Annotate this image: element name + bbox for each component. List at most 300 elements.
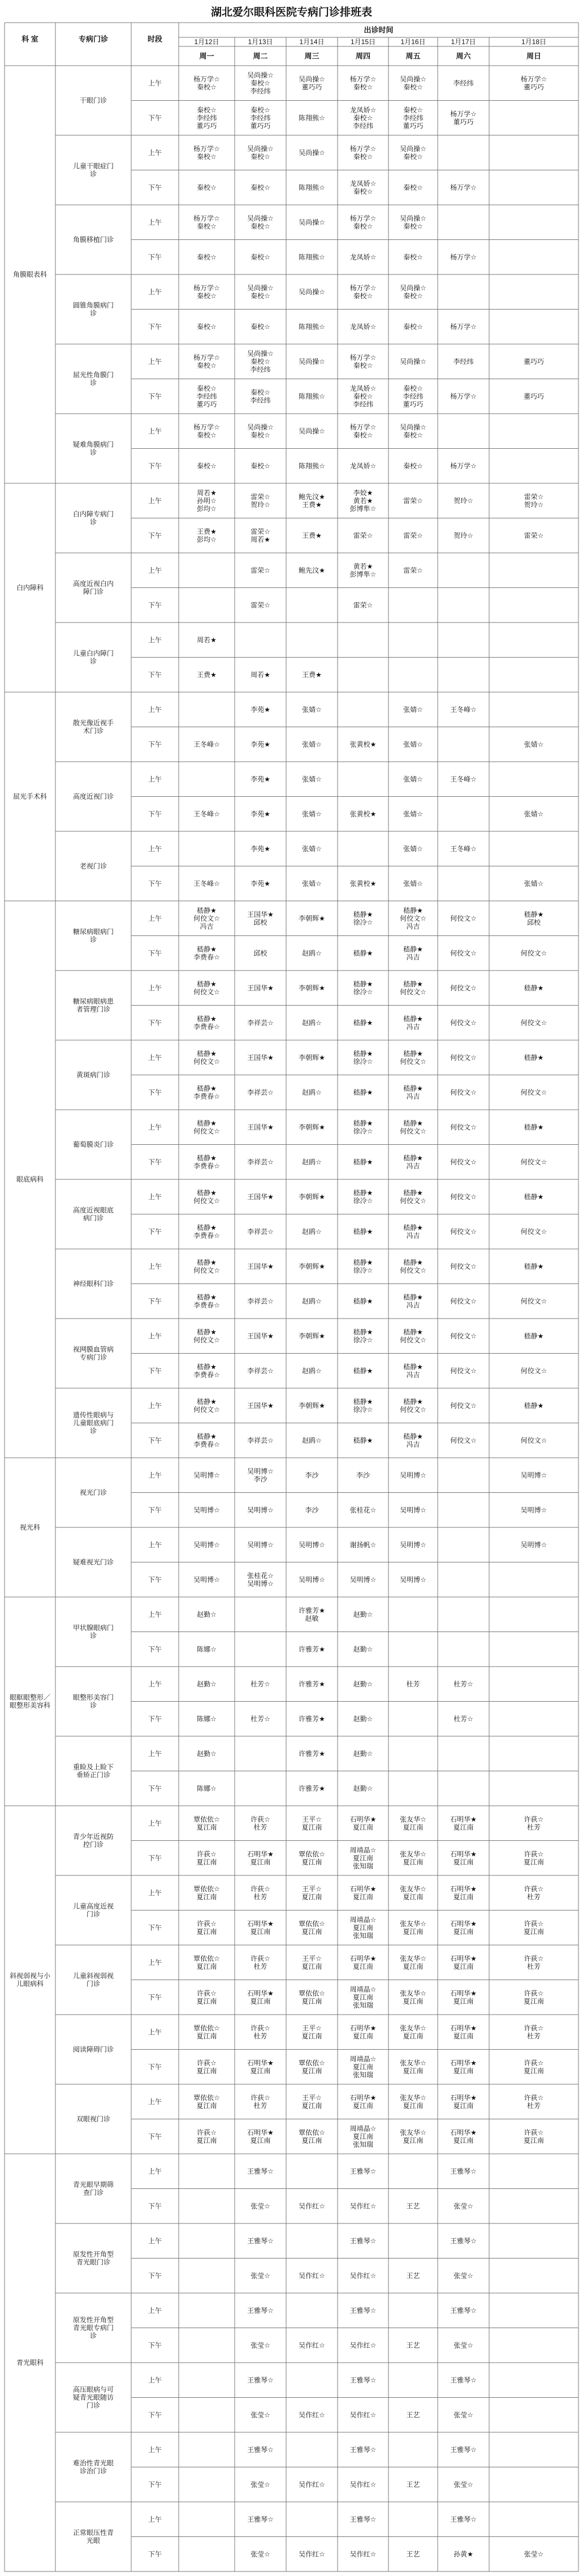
- doctor-name: 周靖晶☆: [349, 1916, 377, 1924]
- doctor-name: 嵇静★: [353, 1297, 373, 1306]
- doctor-name: 何佼文☆: [400, 914, 426, 922]
- doctor-name: 杨万学☆: [349, 353, 377, 362]
- doctor-name: 石明华★: [450, 2128, 477, 2137]
- doctor-name: 王雅琴☆: [349, 2515, 377, 2523]
- doctor-name: 彭博隼☆: [349, 504, 377, 513]
- doctor-name: 吴明博☆: [193, 1575, 220, 1584]
- doctor-name: 周靖晶☆: [349, 2124, 377, 2133]
- doctor-name: 王雅琴☆: [247, 2376, 274, 2384]
- doctor-name: 龙凤娇☆: [349, 106, 377, 114]
- doctor-name: 杜芳: [253, 1823, 267, 1831]
- doctor-name: 张婧☆: [524, 879, 544, 888]
- doctor-name: 夏江南: [196, 1997, 217, 2006]
- doctor-name: 何佼文☆: [450, 1192, 477, 1201]
- doctor-name: 邱校: [253, 918, 267, 926]
- doctor-name: 吴明博☆: [400, 1471, 426, 1479]
- clinic-name: 青光眼门诊: [76, 2258, 111, 2266]
- clinic-name: 散光像近视手: [72, 719, 114, 727]
- doctor-name: 王艺: [406, 2202, 420, 2210]
- doctor-name: 张知瑞: [352, 2140, 374, 2149]
- clinic-name: 诊: [89, 1701, 97, 1710]
- doctor-name: 张知瑞: [352, 1862, 374, 1870]
- doctor-name: 张婧☆: [403, 810, 423, 818]
- doctor-name: 李朝辉★: [299, 914, 325, 922]
- doctor-name: 秦校☆: [197, 462, 217, 470]
- header-weekday: 周四: [355, 51, 371, 61]
- doctor-name: 嵇静★: [197, 1015, 217, 1023]
- doctor-name: 许荻☆: [251, 2093, 270, 2102]
- doctor-name: 秦校☆: [403, 106, 423, 114]
- doctor-name: 何佼文☆: [450, 1436, 477, 1445]
- doctor-name: 吴尚操☆: [299, 357, 325, 366]
- doctor-name: 周若★: [251, 671, 270, 679]
- doctor-name: 杜芳: [406, 1680, 420, 1688]
- doctor-name: 杨万学☆: [450, 392, 477, 401]
- header-date: 1月12日: [194, 38, 219, 46]
- doctor-name: 王雅琴☆: [450, 2376, 477, 2384]
- period-label: 下午: [148, 810, 162, 818]
- doctor-name: 秦校☆: [403, 183, 423, 192]
- doctor-name: 嵇静★: [197, 1188, 217, 1197]
- doctor-name: 嵇静★: [403, 1328, 423, 1336]
- doctor-name: 李经纬: [453, 357, 474, 366]
- doctor-name: 李朝辉★: [299, 1262, 325, 1270]
- doctor-name: 嵇静★: [353, 1188, 373, 1197]
- doctor-name: 李苑★: [251, 810, 270, 818]
- doctor-name: 夏江南: [523, 1997, 545, 2006]
- doctor-name: 夏江南: [301, 2032, 322, 2040]
- doctor-name: 王雅琴☆: [247, 2236, 274, 2245]
- period-label: 上午: [148, 2167, 162, 2175]
- doctor-name: 嵇静★: [403, 906, 423, 915]
- doctor-name: 夏江南: [196, 1892, 217, 1901]
- doctor-name: 周靖晶☆: [349, 1846, 377, 1854]
- period-label: 上午: [148, 2306, 162, 2315]
- doctor-name: 黄若★: [353, 496, 373, 505]
- period-label: 上午: [148, 79, 162, 87]
- doctor-name: 嵇静★: [197, 906, 217, 915]
- doctor-name: 夏江南: [352, 1962, 374, 1970]
- doctor-name: 嵇静★: [197, 1049, 217, 1058]
- doctor-name: 陈翔熊☆: [299, 323, 325, 331]
- clinic-name: 疑难角膜病门: [72, 440, 114, 449]
- doctor-name: 吴尚操☆: [400, 144, 426, 153]
- doctor-name: 张莹☆: [251, 2411, 270, 2419]
- doctor-name: 嵇静★: [353, 1397, 373, 1406]
- doctor-name: 杜芳: [253, 1892, 267, 1901]
- doctor-name: 李祥芸☆: [247, 1227, 274, 1236]
- doctor-name: 冯吉: [406, 1162, 420, 1170]
- department-name: 屈光手术科: [12, 792, 47, 801]
- doctor-name: 李费春☆: [193, 953, 220, 961]
- doctor-name: 嵇静★: [353, 910, 373, 918]
- doctor-name: 嵇静★: [197, 1258, 217, 1266]
- doctor-name: 赵鸥☆: [302, 1367, 322, 1375]
- doctor-name: 石明华★: [450, 2093, 477, 2102]
- period-label: 下午: [148, 1297, 162, 1306]
- doctor-name: 李苑★: [251, 844, 270, 853]
- doctor-name: 许荻☆: [524, 1920, 544, 1928]
- doctor-name: 张知瑞: [352, 1931, 374, 1940]
- doctor-name: 夏江南: [250, 1858, 271, 1866]
- doctor-name: 孙黄★: [454, 2550, 473, 2558]
- clinic-name: 疑青光眼随访: [72, 2393, 114, 2402]
- doctor-name: 夏江南: [196, 1927, 217, 1936]
- doctor-name: 石明华★: [247, 2059, 274, 2067]
- doctor-name: 王艺: [406, 2480, 420, 2489]
- doctor-name: 李祥芸☆: [247, 1019, 274, 1027]
- doctor-name: 张莹☆: [251, 2272, 270, 2280]
- doctor-name: 赵勤☆: [353, 1784, 373, 1793]
- doctor-name: 吴尚操☆: [400, 357, 426, 366]
- period-label: 上午: [148, 1401, 162, 1410]
- doctor-name: 夏江南: [523, 1858, 545, 1866]
- doctor-name: 许荻☆: [524, 2128, 544, 2137]
- doctor-name: 王雅琴☆: [349, 2236, 377, 2245]
- header-dept: 科 室: [21, 35, 38, 44]
- doctor-name: 吴尚操☆: [400, 214, 426, 222]
- doctor-name: 何佼文☆: [193, 914, 220, 922]
- doctor-name: 嵇静★: [524, 1262, 544, 1270]
- doctor-name: 夏江南: [196, 2032, 217, 2040]
- doctor-name: 夏江南: [250, 1927, 271, 1936]
- doctor-name: 秦校☆: [197, 361, 217, 370]
- clinic-name: 眼整形美容门: [72, 1693, 114, 1702]
- period-label: 上午: [148, 2236, 162, 2245]
- doctor-name: 许荻☆: [197, 2059, 217, 2067]
- doctor-name: 李苑★: [251, 879, 270, 888]
- doctor-name: 夏江南: [352, 2032, 374, 2040]
- doctor-name: 秦校☆: [403, 152, 423, 161]
- clinic-name: 儿童斜视弱视: [72, 1972, 114, 1980]
- doctor-name: 张莹☆: [454, 2411, 473, 2419]
- doctor-name: 杨万学☆: [450, 462, 477, 470]
- doctor-name: 吴明博☆: [520, 1471, 547, 1479]
- doctor-name: 石明华★: [450, 1920, 477, 1928]
- doctor-name: 周若★: [251, 535, 270, 544]
- doctor-name: 陈翔熊☆: [299, 392, 325, 401]
- header-date: 1月14日: [299, 38, 325, 46]
- doctor-name: 王国华★: [247, 1192, 274, 1201]
- doctor-name: 石明华★: [450, 2059, 477, 2067]
- doctor-name: 吴明博☆: [520, 1506, 547, 1514]
- doctor-name: 夏江南: [352, 1924, 374, 1932]
- clinic-name: 高度近视眼底: [72, 1206, 114, 1214]
- doctor-name: 嵇静★: [353, 949, 373, 958]
- header-date: 1月17日: [451, 38, 476, 46]
- period-label: 下午: [148, 462, 162, 470]
- doctor-name: 许荻☆: [251, 1815, 270, 1823]
- clinic-name: 儿童眼底病门: [72, 1419, 114, 1427]
- period-label: 下午: [148, 879, 162, 888]
- doctor-name: 赵勤☆: [197, 1680, 217, 1688]
- period-label: 上午: [148, 636, 162, 644]
- doctor-name: 秦校☆: [197, 291, 217, 300]
- doctor-name: 张婧☆: [403, 740, 423, 749]
- doctor-name: 王冬峰☆: [450, 775, 477, 783]
- doctor-name: 冯吉: [406, 1092, 420, 1101]
- clinic-name: 障门诊: [83, 587, 104, 596]
- doctor-name: 许荻☆: [251, 1954, 270, 1963]
- header-weekday: 周一: [199, 51, 214, 61]
- clinic-name: 专病门诊: [79, 1353, 107, 1362]
- clinic-name: 青少年近视防: [72, 1832, 114, 1841]
- doctor-name: 王国华★: [247, 910, 274, 918]
- department-name: 视光科: [19, 1523, 41, 1531]
- period-label: 下午: [148, 740, 162, 749]
- doctor-name: 李沙: [305, 1506, 319, 1514]
- doctor-name: 李朝辉★: [299, 984, 325, 992]
- doctor-name: 董巧巧: [523, 392, 545, 401]
- doctor-name: 张黄校★: [349, 810, 377, 818]
- clinic-name: 儿童高度近视: [72, 1902, 114, 1910]
- doctor-name: 夏江南: [301, 1823, 322, 1831]
- doctor-name: 何佼文☆: [450, 1053, 477, 1062]
- doctor-name: 嵇静★: [353, 1049, 373, 1058]
- doctor-name: 李经纬: [403, 392, 424, 401]
- doctor-name: 赵勤☆: [353, 1645, 373, 1654]
- doctor-name: 张莹☆: [251, 2550, 270, 2558]
- doctor-name: 吴明博☆: [193, 1540, 220, 1549]
- doctor-name: 夏江南: [453, 1927, 474, 1936]
- period-label: 上午: [148, 148, 162, 157]
- clinic-name: 高度近视白内: [72, 579, 114, 588]
- doctor-name: 何佼文☆: [520, 1367, 547, 1375]
- doctor-name: 杜芳: [253, 1962, 267, 1970]
- doctor-name: 龙凤娇☆: [349, 179, 377, 188]
- doctor-name: 嵇静★: [403, 1223, 423, 1232]
- doctor-name: 张友华☆: [400, 1954, 426, 1963]
- doctor-name: 赵敏: [305, 1614, 319, 1622]
- doctor-name: 张莹☆: [454, 2202, 473, 2210]
- period-label: 下午: [148, 2550, 162, 2558]
- doctor-name: 夏江南: [196, 2067, 217, 2075]
- clinic-name: 诊: [89, 170, 97, 178]
- doctor-name: 何佼文☆: [400, 1336, 426, 1344]
- doctor-name: 夏江南: [250, 2067, 271, 2075]
- doctor-name: 徐冷☆: [353, 1127, 373, 1135]
- doctor-name: 许荻☆: [524, 1954, 544, 1963]
- doctor-name: 许荻☆: [524, 2059, 544, 2067]
- doctor-name: 秦校☆: [403, 291, 423, 300]
- period-label: 上午: [148, 844, 162, 853]
- doctor-name: 许荻☆: [197, 2128, 217, 2137]
- doctor-name: 石明华★: [247, 2128, 274, 2137]
- clinic-name: 诊: [89, 1632, 97, 1640]
- clinic-name: 圆锥角膜病门: [72, 301, 114, 310]
- doctor-name: 王雅琴☆: [247, 2167, 274, 2175]
- doctor-name: 石明华★: [450, 2024, 477, 2032]
- doctor-name: 陈翔熊☆: [299, 462, 325, 470]
- doctor-name: 王平☆: [302, 1954, 322, 1963]
- clinic-name: 诊: [89, 309, 97, 317]
- doctor-name: 许雅芳★: [299, 1715, 325, 1723]
- doctor-name: 李朝辉★: [299, 1123, 325, 1131]
- doctor-name: 吴尚操☆: [299, 75, 325, 83]
- doctor-name: 夏江南: [453, 2032, 474, 2040]
- doctor-name: 何佼文☆: [450, 1158, 477, 1166]
- doctor-name: 杨万学☆: [450, 110, 477, 118]
- clinic-name: 诊治门诊: [79, 2467, 107, 2475]
- doctor-name: 夏江南: [301, 1892, 322, 1901]
- doctor-name: 李经纬: [196, 392, 217, 401]
- doctor-name: 李祥芸☆: [247, 1158, 274, 1166]
- doctor-name: 张婧☆: [302, 810, 322, 818]
- doctor-name: 嵇静★: [353, 1258, 373, 1266]
- doctor-name: 李朝辉★: [299, 1401, 325, 1410]
- doctor-name: 王雅琴☆: [349, 2167, 377, 2175]
- doctor-name: 王费★: [302, 500, 322, 509]
- doctor-name: 雷荣☆: [353, 601, 373, 609]
- clinic-name: 诊: [89, 2332, 97, 2340]
- clinic-name: 视网膜血管病: [72, 1345, 114, 1354]
- doctor-name: 杨万学☆: [349, 423, 377, 431]
- doctor-name: 夏江南: [453, 1892, 474, 1901]
- doctor-name: 雷荣☆: [251, 566, 270, 574]
- doctor-name: 李祥芸☆: [247, 1088, 274, 1097]
- header-date: 1月18日: [521, 38, 547, 46]
- doctor-name: 秦校☆: [353, 291, 373, 300]
- doctor-name: 张友华☆: [400, 1884, 426, 1893]
- doctor-name: 覃依依☆: [299, 1920, 325, 1928]
- doctor-name: 许荻☆: [524, 1884, 544, 1893]
- doctor-name: 何佼文☆: [193, 1127, 220, 1135]
- doctor-name: 石明华★: [247, 1850, 274, 1858]
- doctor-name: 石明华★: [450, 1954, 477, 1963]
- doctor-name: 李苑★: [251, 775, 270, 783]
- clinic-name: 老视门诊: [79, 862, 107, 870]
- doctor-name: 王雅琴☆: [450, 2515, 477, 2523]
- doctor-name: 杜芳☆: [251, 1715, 270, 1723]
- period-label: 上午: [148, 914, 162, 922]
- doctor-name: 张友华☆: [400, 2024, 426, 2032]
- doctor-name: 董巧巧: [301, 83, 322, 91]
- period-label: 下午: [148, 1158, 162, 1166]
- doctor-name: 徐冷☆: [353, 988, 373, 996]
- doctor-name: 王国华★: [247, 1332, 274, 1340]
- doctor-name: 董巧巧: [523, 83, 545, 91]
- department-name: 青光眼科: [16, 2359, 44, 2367]
- doctor-name: 张婧☆: [302, 775, 322, 783]
- period-label: 上午: [148, 1332, 162, 1340]
- doctor-name: 何佼文☆: [400, 1266, 426, 1274]
- doctor-name: 夏江南: [301, 1858, 322, 1866]
- doctor-name: 夏江南: [403, 1997, 424, 2006]
- doctor-name: 王费★: [197, 527, 217, 536]
- doctor-name: 张婧☆: [302, 740, 322, 749]
- doctor-name: 覃依依☆: [193, 1954, 220, 1963]
- doctor-name: 王费★: [302, 531, 322, 540]
- doctor-name: 赵勤☆: [353, 1610, 373, 1618]
- doctor-name: 杜芳: [253, 2101, 267, 2110]
- clinic-name: 儿童干眼症门: [72, 162, 114, 170]
- doctor-name: 张知瑞: [352, 2071, 374, 2079]
- doctor-name: 李经纬: [250, 87, 271, 95]
- doctor-name: 何佼文☆: [450, 1297, 477, 1306]
- doctor-name: 雷荣☆: [524, 531, 544, 540]
- doctor-name: 张黄校★: [349, 879, 377, 888]
- doctor-name: 吴明博☆: [520, 1540, 547, 1549]
- doctor-name: 王平☆: [302, 2093, 322, 2102]
- period-label: 下午: [148, 1506, 162, 1514]
- doctor-name: 张友华☆: [400, 1815, 426, 1823]
- header-period: 时段: [147, 35, 163, 44]
- doctor-name: 夏江南: [352, 1892, 374, 1901]
- doctor-name: 嵇静★: [524, 1192, 544, 1201]
- clinic-name: 阅读障碍门诊: [72, 2045, 114, 2054]
- doctor-name: 雷荣☆: [251, 527, 270, 536]
- doctor-name: 杜芳: [526, 1892, 541, 1901]
- doctor-name: 秦校☆: [197, 183, 217, 192]
- doctor-name: 夏江南: [403, 1858, 424, 1866]
- doctor-name: 嵇静★: [403, 1188, 423, 1197]
- clinic-name: 门诊: [86, 1980, 101, 1988]
- doctor-name: 王雅琴☆: [450, 2236, 477, 2245]
- doctor-name: 何佼文☆: [450, 914, 477, 922]
- doctor-name: 嵇静★: [353, 1019, 373, 1027]
- doctor-name: 张莹☆: [454, 2480, 473, 2489]
- clinic-name: 青光眼专病门: [72, 2324, 114, 2332]
- clinic-name: 查门诊: [83, 2188, 104, 2197]
- doctor-name: 秦校☆: [251, 253, 270, 261]
- doctor-name: 何佼文☆: [450, 1019, 477, 1027]
- period-label: 下午: [148, 601, 162, 609]
- doctor-name: 杜芳: [526, 2101, 541, 2110]
- doctor-name: 何佼文☆: [450, 1332, 477, 1340]
- doctor-name: 李费春☆: [193, 1301, 220, 1310]
- doctor-name: 何佼文☆: [520, 949, 547, 958]
- doctor-name: 嵇静★: [197, 1397, 217, 1406]
- doctor-name: 夏江南: [403, 1962, 424, 1970]
- doctor-name: 吴明博☆: [193, 1506, 220, 1514]
- period-label: 上午: [148, 1262, 162, 1270]
- doctor-name: 夏江南: [352, 1993, 374, 2002]
- doctor-name: 吴作红☆: [349, 2272, 377, 2280]
- doctor-name: 张友华☆: [400, 2128, 426, 2137]
- doctor-name: 吴明博☆: [400, 1575, 426, 1584]
- period-label: 上午: [148, 775, 162, 783]
- doctor-name: 何佼文☆: [193, 1196, 220, 1205]
- doctor-name: 冯吉: [406, 1023, 420, 1031]
- doctor-name: 吴明博☆: [247, 1540, 274, 1549]
- doctor-name: 夏江南: [352, 1823, 374, 1831]
- doctor-name: 嵇静★: [403, 1397, 423, 1406]
- doctor-name: 石明华★: [450, 1850, 477, 1858]
- period-label: 上午: [148, 705, 162, 714]
- period-label: 下午: [148, 2480, 162, 2489]
- doctor-name: 赵勤☆: [353, 1680, 373, 1688]
- doctor-name: 许雅芳★: [299, 1606, 325, 1615]
- doctor-name: 李经纬: [196, 114, 217, 122]
- period-label: 下午: [148, 1019, 162, 1027]
- clinic-name: 屈光性角膜门: [72, 371, 114, 379]
- doctor-name: 杨万学☆: [193, 353, 220, 362]
- doctor-name: 夏江南: [403, 1823, 424, 1831]
- doctor-name: 陈娜☆: [197, 1645, 217, 1654]
- doctor-name: 李经纬: [352, 400, 374, 409]
- doctor-name: 夏江南: [301, 2136, 322, 2145]
- doctor-name: 张桂花☆: [349, 1506, 377, 1514]
- header-date: 1月13日: [248, 38, 273, 46]
- doctor-name: 雷荣☆: [524, 492, 544, 501]
- doctor-name: 王冬峰☆: [193, 879, 220, 888]
- period-label: 上午: [148, 1610, 162, 1618]
- doctor-name: 吴尚操☆: [400, 284, 426, 292]
- clinic-name: 糖尿病眼病患: [72, 997, 114, 1006]
- doctor-name: 夏江南: [301, 2101, 322, 2110]
- doctor-name: 吴明博☆: [247, 1467, 274, 1475]
- doctor-name: 冯吉: [406, 1440, 420, 1449]
